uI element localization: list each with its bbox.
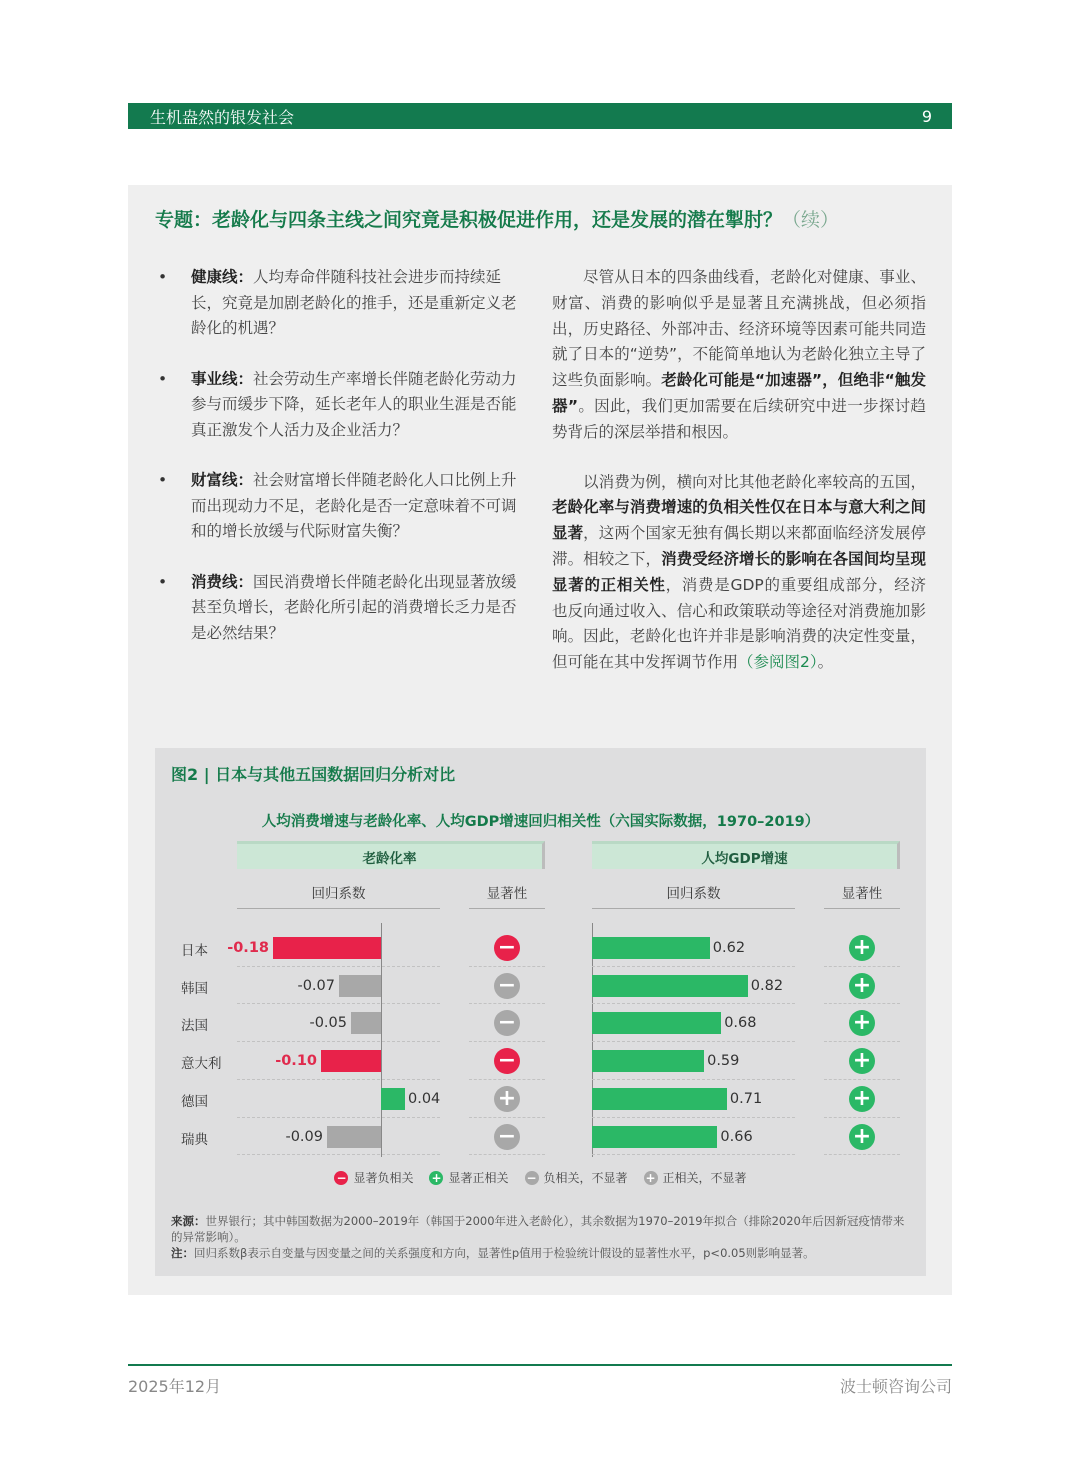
panel-title-text: 专题：老龄化与四条主线之间究竟是积极促进作用，还是发展的潜在掣肘？ (155, 209, 783, 231)
legend-label: 正相关，不显著 (662, 1171, 747, 1185)
panel-title (155, 205, 839, 232)
figure-2 (155, 748, 926, 1276)
row-divider (469, 1154, 545, 1155)
row-divider (592, 1154, 795, 1155)
plus-icon: + (849, 935, 875, 961)
bar-aging (273, 937, 381, 959)
row-divider (824, 1079, 900, 1080)
footer-company: 波士顿咨询公司 (839, 1377, 952, 1396)
bullet-item (158, 367, 530, 444)
bar-gdp (592, 1126, 717, 1148)
row-divider (824, 1154, 900, 1155)
legend-item (334, 1169, 413, 1186)
country-label: 意大利 (181, 1056, 222, 1073)
bar-gdp (592, 1012, 721, 1034)
bullet-label: 消费线： (191, 572, 254, 591)
bar-value-label: 0.04 (408, 1090, 441, 1107)
row-divider (469, 966, 545, 967)
axis-line (381, 923, 382, 1157)
country-label: 法国 (181, 1018, 208, 1035)
source-line (171, 1213, 911, 1245)
legend-label: 显著正相关 (448, 1171, 509, 1185)
row-divider (592, 1041, 795, 1042)
minus-icon: − (494, 1010, 520, 1036)
figure-subtitle: 人均消费增速与老龄化率、人均GDP增速回归相关性（六国实际数据，1970–2019） (261, 814, 820, 830)
plus-icon: + (645, 1170, 656, 1185)
minus-icon: − (494, 935, 520, 961)
plus-icon: + (494, 1086, 520, 1112)
plus-icon: + (849, 1086, 875, 1112)
bar-aging (321, 1050, 381, 1072)
footer-date: 2025年12月 (128, 1377, 222, 1396)
bullet-item (158, 468, 530, 545)
row-divider (592, 1079, 795, 1080)
bullet-text: 国民消费增长伴随老龄化出现显著放缓甚至负增长，老龄化所引起的消费增长乏力是否是必然结果？ (191, 572, 517, 642)
minus-icon: − (336, 1170, 347, 1185)
bullet-item (158, 570, 530, 647)
plus-icon: + (849, 1124, 875, 1150)
bar-aging (381, 1088, 405, 1110)
row-divider (592, 1003, 795, 1004)
bullet-label: 财富线： (191, 471, 254, 489)
row-divider (237, 1154, 440, 1155)
text-run-bold: 老龄化率与消费增速的负相关性仅在日本与意大利之间显著 (552, 498, 926, 543)
col-header-coef-1: 回归系数 (237, 882, 440, 909)
bar-aging (339, 975, 381, 997)
text-run: 以消费为例，横向对比其他老龄化率较高的五国， (583, 472, 926, 491)
bullet-label: 健康线： (191, 268, 254, 286)
country-label: 韩国 (181, 980, 208, 997)
row-divider (469, 1117, 545, 1118)
minus-icon: − (494, 1048, 520, 1074)
right-column (552, 265, 926, 700)
bar-value-label: 0.68 (724, 1015, 757, 1032)
bar-value-label: 0.71 (729, 1090, 763, 1107)
bullet-label: 事业线： (191, 369, 254, 388)
bullet-text: 社会劳动生产率增长伴随老龄化劳动力参与而缓步下降，延长老年人的职业生涯是否能真正激发个人活力及企业活力？ (191, 369, 517, 439)
group-header-gdp: 人均GDP增速 (592, 841, 900, 869)
bar-value-label: -0.07 (297, 977, 335, 994)
text-run: 尽管从日本的四条曲线看，老龄化对健康、事业、财富、消费的影响似乎是显著且充满挑战，但必须指出，历史路径、外部冲击、经济环境等因素可能共同造就了日本的“逆势”，不能简单地认为老龄化独立主导了这些负面影响。 (552, 268, 926, 390)
note-label: 注： (171, 1246, 194, 1260)
bar-aging (351, 1012, 381, 1034)
text-run-bold: 消费受经济增长的影响在各国间均呈现显著的正相关性 (552, 549, 926, 594)
footer-divider (128, 1364, 952, 1366)
bar-gdp (592, 1050, 704, 1072)
minus-icon: − (494, 973, 520, 999)
row-divider (469, 1041, 545, 1042)
figure-title: 图2 | 日本与其他五国数据回归分析对比 (171, 765, 456, 784)
row-divider (824, 966, 900, 967)
bar-value-label: 0.66 (720, 1128, 753, 1145)
row-divider (592, 966, 795, 967)
note-text: 回归系数β表示自变量与因变量之间的关系强度和方向，显著性p值用于检验统计假设的显著性水平，p<0.05则影响显著。 (194, 1246, 815, 1260)
chart-legend (155, 1169, 926, 1186)
bar-gdp (592, 975, 748, 997)
text-run: ，消费是GDP的重要组成部分，经济也反向通过收入、信心和政策联动等途径对消费施加影响。因此，老龄化也许并非是影响消费的决定性变量，但可能在其中发挥调节作用 (552, 575, 926, 672)
header-bar (128, 103, 952, 129)
page-number: 9 (921, 106, 932, 126)
source-label: 来源： (171, 1214, 206, 1228)
legend-item (644, 1169, 747, 1186)
row-divider (237, 1003, 440, 1004)
text-run: 。因此，我们更加需要在后续研究中进一步探讨趋势背后的深层举措和根因。 (552, 396, 926, 441)
legend-label: 显著负相关 (353, 1171, 414, 1185)
plus-icon: + (849, 1010, 875, 1036)
country-label: 日本 (181, 943, 208, 959)
bar-value-label: -0.09 (285, 1128, 323, 1145)
figure-source (171, 1213, 911, 1261)
col-header-coef-2: 回归系数 (592, 882, 795, 909)
paragraph-2 (552, 470, 926, 676)
row-divider (469, 1079, 545, 1080)
plus-icon: + (849, 1048, 875, 1074)
legend-label: 负相关，不显著 (543, 1171, 628, 1185)
plus-icon: + (849, 973, 875, 999)
row-divider (824, 1041, 900, 1042)
row-divider (469, 1003, 545, 1004)
bar-value-label: -0.18 (227, 940, 269, 956)
paragraph-1 (552, 265, 926, 446)
minus-icon: − (494, 1124, 520, 1150)
panel-title-cont: （续） (782, 209, 840, 231)
country-label: 德国 (181, 1093, 208, 1110)
row-divider (237, 966, 440, 967)
bullet-item (158, 265, 530, 342)
figure-reference-link[interactable]: （参阅图2） (738, 653, 818, 672)
minus-icon: − (526, 1170, 537, 1185)
source-text: 世界银行；其中韩国数据为2000–2019年（韩国于2000年进入老龄化），其余数据为1970–2019年拟合（排除2020年后因新冠疫情带来的异常影响）。 (171, 1214, 905, 1244)
plus-icon: + (431, 1170, 442, 1185)
bar-value-label: -0.10 (275, 1053, 317, 1070)
bar-value-label: -0.05 (309, 1015, 347, 1032)
bar-aging (327, 1126, 381, 1148)
legend-item (525, 1169, 628, 1186)
country-label: 瑞典 (181, 1131, 208, 1148)
row-divider (824, 1117, 900, 1118)
row-divider (237, 1041, 440, 1042)
row-divider (592, 1117, 795, 1118)
text-run-bold: 老龄化可能是“加速器”，但绝非“触发器” (552, 371, 926, 415)
bullet-text: 人均寿命伴随科技社会进步而持续延长，究竟是加剧老龄化的推手，还是重新定义老龄化的机遇？ (191, 268, 517, 337)
bullet-list (158, 265, 530, 671)
text-run: 。 (817, 653, 834, 672)
col-header-sig-1: 显著性 (469, 882, 545, 909)
row-divider (824, 1003, 900, 1004)
row-divider (237, 1117, 440, 1118)
col-header-sig-2: 显著性 (824, 882, 900, 909)
legend-item (429, 1169, 508, 1186)
group-header-aging: 老龄化率 (237, 841, 545, 869)
note-line (171, 1245, 911, 1261)
bar-gdp (592, 1088, 727, 1110)
text-run: ，这两个国家无独有偶长期以来都面临经济发展停滞。相较之下， (552, 524, 926, 568)
row-divider (237, 1079, 440, 1080)
bar-value-label: 0.62 (712, 940, 746, 956)
header-title: 生机盎然的银发社会 (150, 107, 295, 127)
bullet-text: 社会财富增长伴随老龄化人口比例上升而出现动力不足，老龄化是否一定意味着不可调和的增长放缓与代际财富失衡？ (191, 471, 517, 540)
bar-gdp (592, 937, 710, 959)
bar-value-label: 0.82 (750, 977, 784, 994)
bar-value-label: 0.59 (707, 1053, 740, 1070)
